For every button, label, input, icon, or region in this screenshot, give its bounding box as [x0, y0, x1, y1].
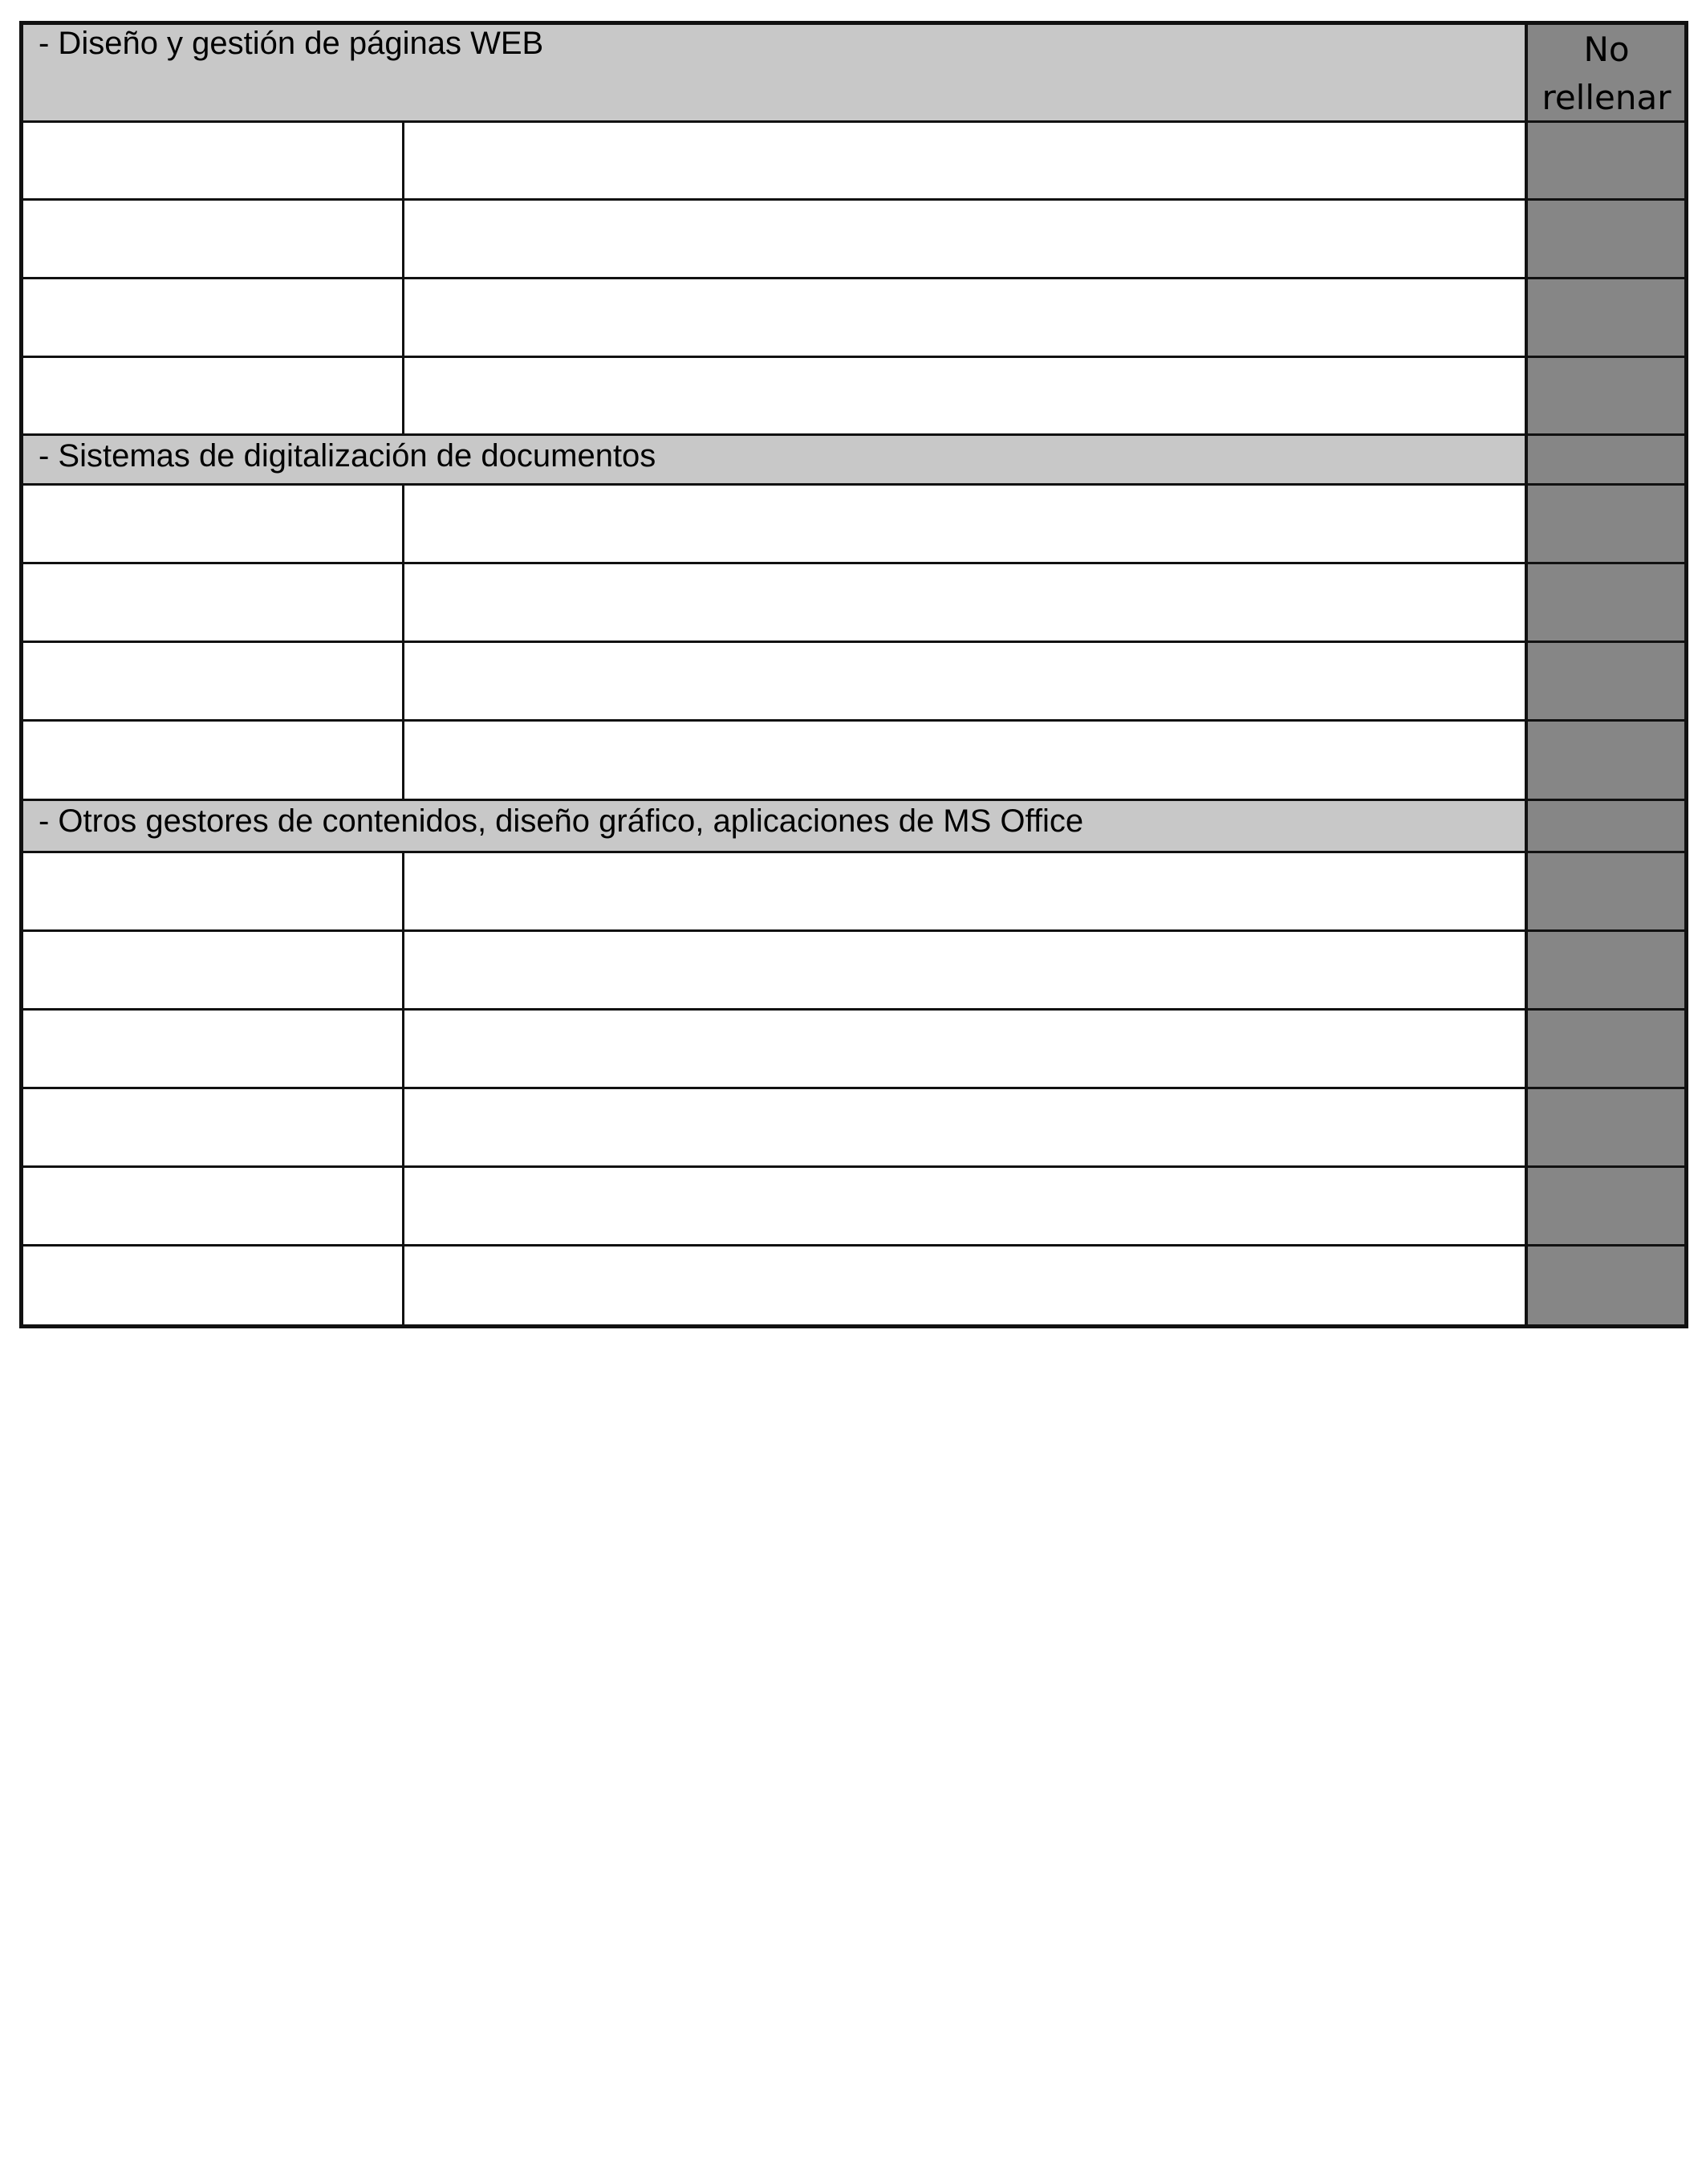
- no-fill-cell: [1526, 800, 1687, 852]
- no-fill-column-header: [1526, 22, 1687, 122]
- row-divider: [21, 562, 1687, 564]
- section-title: - Otros gestores de contenidos, diseño gráfico, aplicaciones de MS Office: [39, 803, 1084, 839]
- input-cell-left[interactable]: [21, 1167, 404, 1246]
- input-cell-left[interactable]: [21, 1010, 404, 1088]
- no-fill-cell: [1526, 122, 1687, 200]
- table-border-top: [21, 21, 1687, 25]
- input-cell-right[interactable]: [404, 485, 1526, 563]
- section-header-digitization: [21, 435, 1526, 485]
- row-divider: [21, 1244, 1687, 1247]
- no-fill-cell: [1526, 852, 1687, 931]
- no-fill-header-line1: No: [1583, 30, 1630, 69]
- row-divider: [21, 433, 1687, 436]
- input-cell-left[interactable]: [21, 642, 404, 721]
- input-cell-right[interactable]: [404, 721, 1526, 800]
- input-cell-left[interactable]: [21, 122, 404, 200]
- table-border-bottom: [21, 1324, 1687, 1328]
- input-cell-right[interactable]: [404, 1088, 1526, 1167]
- no-fill-cell: [1526, 931, 1687, 1010]
- row-divider: [21, 851, 1687, 853]
- no-fill-cell: [1526, 642, 1687, 721]
- input-cell-right[interactable]: [404, 931, 1526, 1010]
- no-fill-cell: [1526, 1167, 1687, 1246]
- no-fill-cell: [1526, 563, 1687, 642]
- input-cell-left[interactable]: [21, 563, 404, 642]
- row-divider: [21, 483, 1687, 486]
- input-cell-left[interactable]: [21, 721, 404, 800]
- no-fill-cell: [1526, 1010, 1687, 1088]
- column-divider: [402, 120, 404, 435]
- row-divider: [21, 719, 1687, 722]
- input-cell-left[interactable]: [21, 931, 404, 1010]
- no-fill-cell: [1526, 1246, 1687, 1327]
- input-cell-right[interactable]: [404, 1010, 1526, 1088]
- row-divider: [21, 799, 1687, 801]
- row-divider: [21, 120, 1687, 123]
- table-border-right: [1684, 21, 1688, 1328]
- input-cell-left[interactable]: [21, 357, 404, 435]
- input-cell-left[interactable]: [21, 485, 404, 563]
- row-divider: [21, 1165, 1687, 1168]
- row-divider: [21, 641, 1687, 643]
- no-fill-header-line2: rellenar: [1541, 78, 1671, 117]
- input-cell-left[interactable]: [21, 1088, 404, 1167]
- input-cell-right[interactable]: [404, 1167, 1526, 1246]
- no-fill-cell: [1526, 357, 1687, 435]
- input-cell-left[interactable]: [21, 852, 404, 931]
- no-fill-cell: [1526, 485, 1687, 563]
- input-cell-right[interactable]: [404, 122, 1526, 200]
- input-cell-right[interactable]: [404, 1246, 1526, 1327]
- input-cell-right[interactable]: [404, 357, 1526, 435]
- row-divider: [21, 1087, 1687, 1089]
- section-title: - Sistemas de digitalización de documentos: [39, 438, 656, 474]
- row-divider: [21, 198, 1687, 201]
- input-cell-right[interactable]: [404, 200, 1526, 279]
- no-fill-cell: [1526, 721, 1687, 800]
- input-cell-left[interactable]: [21, 279, 404, 357]
- no-fill-cell: [1526, 279, 1687, 357]
- row-divider: [21, 1008, 1687, 1011]
- section-title: - Diseño y gestión de páginas WEB: [39, 26, 544, 61]
- no-fill-cell: [1526, 1088, 1687, 1167]
- row-divider: [21, 356, 1687, 358]
- table-border-left: [19, 21, 23, 1328]
- input-cell-left[interactable]: [21, 200, 404, 279]
- input-cell-right[interactable]: [404, 852, 1526, 931]
- input-cell-right[interactable]: [404, 279, 1526, 357]
- no-fill-cell: [1526, 435, 1687, 485]
- column-divider: [402, 851, 404, 1327]
- column-divider-side: [1525, 21, 1528, 1328]
- row-divider: [21, 929, 1687, 932]
- row-divider: [21, 277, 1687, 279]
- input-cell-left[interactable]: [21, 1246, 404, 1327]
- no-fill-cell: [1526, 200, 1687, 279]
- form-table: [21, 22, 1687, 1327]
- input-cell-right[interactable]: [404, 642, 1526, 721]
- section-header-web-design: [21, 22, 1526, 122]
- column-divider: [402, 483, 404, 800]
- section-header-other-tools: [21, 800, 1526, 852]
- input-cell-right[interactable]: [404, 563, 1526, 642]
